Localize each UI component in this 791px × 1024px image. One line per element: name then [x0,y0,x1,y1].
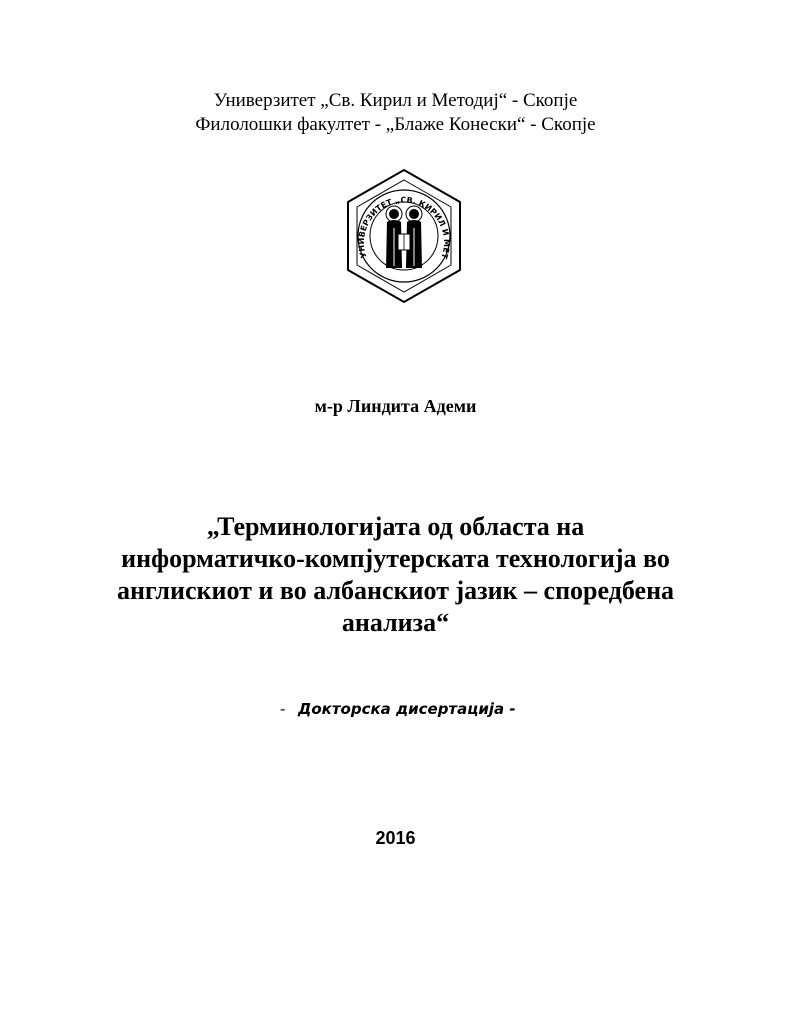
list-dash: - [280,700,286,718]
title-line: англискиот и во албанскиот јазик – споредбена [116,576,675,605]
document-type-text: Докторска дисертација - [298,700,516,718]
title-line: анализа“ [341,608,450,637]
title-line: „Терминологијата од областа на [206,512,585,541]
university-seal-logo [344,168,464,304]
university-name: Универзитет „Св. Кирил и Методиј“ - Скопје [213,90,578,111]
dissertation-title [0,511,791,639]
faculty-name: Филолошки факултет - „Блаже Конески“ - Скопје [195,114,596,135]
svg-text:УНИВЕРЗИТЕТ „СВ. КИРИЛ И МЕТОД: УНИВЕРЗИТЕТ „СВ. КИРИЛ И МЕТ [356,195,452,260]
author-name: м-р Линдита Адеми [314,396,477,416]
publication-year: 2016 [375,828,416,848]
title-line: информатичко-компјутерската технологија во [121,544,670,573]
